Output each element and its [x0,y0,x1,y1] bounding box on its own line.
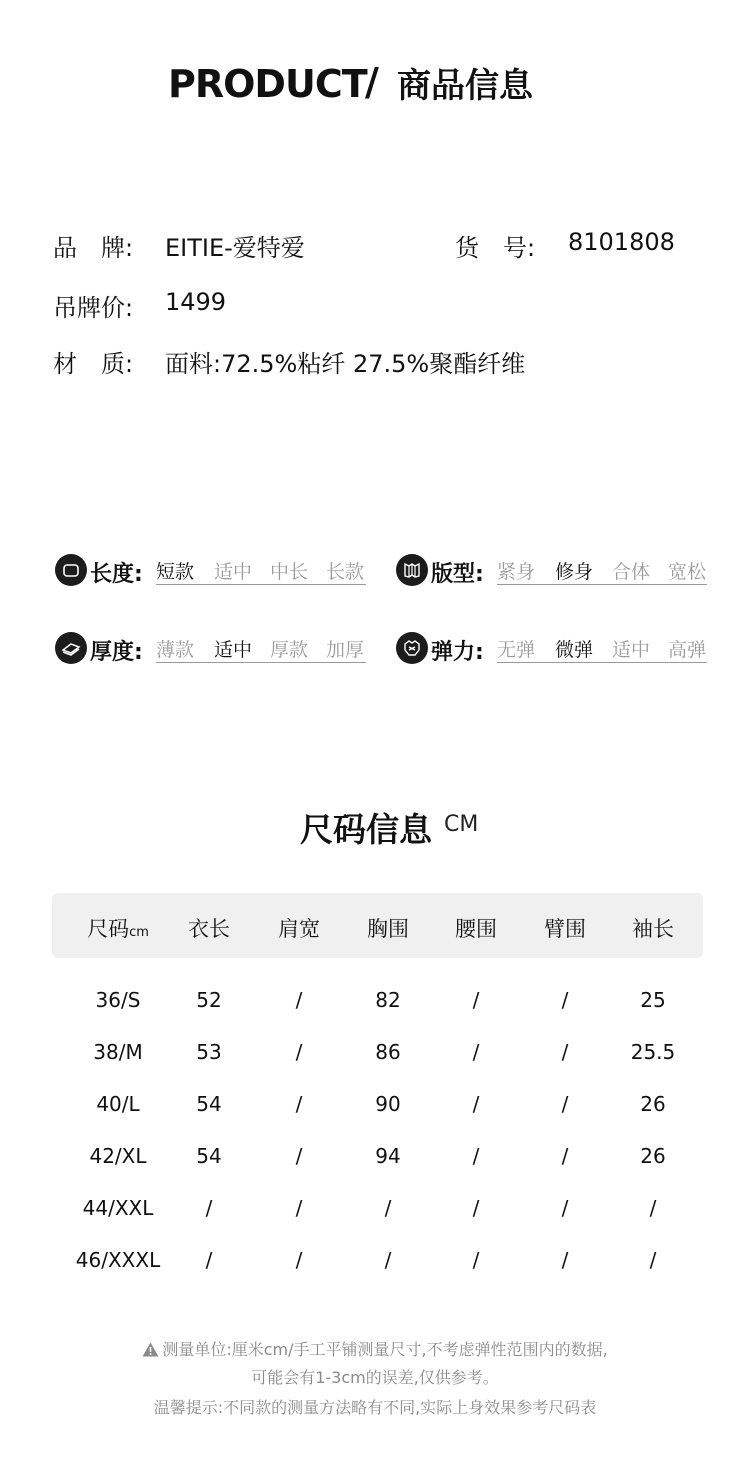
info-price-row [53,288,703,320]
table-cell: 86 [375,1040,401,1064]
table-cell: / [295,1040,303,1064]
table-cell: / [649,1196,657,1220]
option-short: 短款 [156,561,195,583]
size-table-header [52,893,703,958]
price-value: 1499 [165,288,227,316]
option-loose: 宽松 [668,561,707,583]
option-thin: 薄款 [156,639,195,661]
title-chinese: 商品信息 [397,66,533,106]
table-cell: / [295,1092,303,1116]
material-label: 材 质: [53,350,134,378]
table-cell: 26 [640,1144,666,1168]
table-cell: / [384,1196,392,1220]
attribute-label: 版型: [431,562,484,587]
elasticity-icon [396,632,428,664]
option-tight: 紧身 [497,561,536,583]
option-thick: 厚款 [270,639,309,661]
header-length: 衣长 [188,917,230,941]
table-cell: / [561,988,569,1012]
header-waist: 腰围 [455,917,497,941]
attribute-underline [497,584,707,585]
attribute-length [55,553,375,589]
option-high-stretch: 高弹 [668,639,707,661]
table-cell: / [295,988,303,1012]
info-material-row [53,344,703,376]
info-brand-row [53,228,703,260]
table-cell: / [649,1248,657,1272]
size-cell: 38/M [93,1040,143,1064]
size-cell: 36/S [95,988,141,1012]
table-cell: 54 [196,1092,222,1116]
warning-icon [142,1342,159,1361]
attribute-underline [156,662,366,663]
fit-icon [396,554,428,586]
option-slight-stretch: 微弹 [555,639,594,661]
table-cell: 54 [196,1144,222,1168]
thickness-icon [55,632,87,664]
header-arm: 臂围 [544,917,586,941]
note-line-1: 测量单位:厘米cm/手工平铺测量尺寸,不考虑弹性范围内的数据, [162,1340,608,1359]
sku-value: 8101808 [568,228,675,256]
page-header [0,56,750,112]
price-label: 吊牌价: [53,294,134,322]
note-line-2: 可能会有1-3cm的误差,仅供参考。 [251,1368,499,1387]
header-chest: 胸围 [367,917,409,941]
length-icon [55,554,87,586]
sku-label: 货 号: [455,234,536,262]
table-cell: 26 [640,1092,666,1116]
brand-label: 品 牌: [53,234,134,262]
option-regular: 合体 [612,561,651,583]
brand-value: EITIE-爱特爱 [165,234,305,262]
table-cell: / [295,1144,303,1168]
header-size: 尺码cm [87,917,149,941]
table-cell: 25.5 [630,1040,676,1064]
attribute-label: 厚度: [90,640,143,665]
header-shoulder: 肩宽 [278,917,320,941]
option-slim: 修身 [555,561,594,583]
attribute-elasticity [396,631,716,667]
title-separator: / [365,60,379,104]
table-cell: 94 [375,1144,401,1168]
attribute-fit [396,553,716,589]
header-sleeve: 袖长 [632,917,674,941]
attribute-underline [156,584,366,585]
table-cell: / [561,1248,569,1272]
table-cell: 52 [196,988,222,1012]
attribute-underline [497,662,707,663]
title-english: PRODUCT [168,62,367,106]
option-extra-thick: 加厚 [326,639,365,661]
size-cell: 46/XXXL [75,1248,161,1272]
table-cell: 82 [375,988,401,1012]
attribute-label: 长度: [90,562,143,587]
table-cell: / [472,1092,480,1116]
table-cell: / [205,1196,213,1220]
size-cell: 44/XXL [82,1196,154,1220]
size-section-unit: CM [444,812,479,837]
option-medium: 适中 [214,561,253,583]
table-cell: / [561,1092,569,1116]
table-cell: / [295,1196,303,1220]
option-mid-long: 中长 [270,561,309,583]
material-value: 面料:72.5%粘纤 27.5%聚酯纤维 [165,350,526,378]
size-section-title: 尺码信息 [300,810,432,849]
table-cell: / [472,1040,480,1064]
table-cell: / [561,1144,569,1168]
table-cell: / [472,1144,480,1168]
table-cell: / [472,1196,480,1220]
table-cell: / [295,1248,303,1272]
option-no-stretch: 无弹 [497,639,536,661]
attribute-label: 弹力: [431,640,484,665]
note-line-3: 温馨提示:不同款的测量方法略有不同,实际上身效果参考尺码表 [153,1398,597,1417]
table-cell: / [472,988,480,1012]
measurement-note [0,1337,750,1361]
table-cell: / [205,1248,213,1272]
table-cell: / [472,1248,480,1272]
table-cell: / [561,1196,569,1220]
table-cell: / [561,1040,569,1064]
table-cell: 53 [196,1040,222,1064]
option-long: 长款 [326,561,365,583]
option-medium: 适中 [214,639,253,661]
table-cell: 90 [375,1092,401,1116]
option-medium-stretch: 适中 [612,639,651,661]
size-cell: 40/L [96,1092,140,1116]
attribute-thickness [55,631,375,667]
table-cell: / [384,1248,392,1272]
table-cell: 25 [640,988,666,1012]
size-cell: 42/XL [89,1144,147,1168]
